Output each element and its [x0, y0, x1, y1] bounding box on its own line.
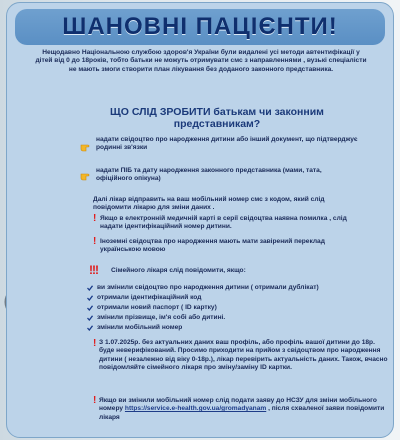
checkmark-icon: [87, 285, 93, 291]
list-item: ви змінили свідоцтво про народження дитини ( отримали дублікат): [97, 284, 319, 291]
deadline-note: З 1.07.2025р. без актуальних даних ваш профіль, або профіль вашої дитини до 18р. буде неверифікований. Просимо приходити на прийом з свідоцтвом про народження дитини ( незалежно від віку 0-18р.), лікар перевірить актуальність даних. Також, вчасно повідомляйте сімейного лікаря про зміну/заміну ID картки.: [99, 339, 388, 372]
checkmark-icon: [87, 315, 93, 321]
warning-2-text: Іноземні свідоцтва про народження мають мати завірений переклад українською мовою: [100, 238, 325, 254]
exclamation-icon: !: [93, 338, 97, 349]
checkmark-icon: [87, 295, 93, 301]
pointing-hand-icon: [80, 170, 93, 181]
triple-exclamation-icon: !!!: [89, 263, 98, 277]
list-item: отримали новий паспорт ( ID картку): [97, 304, 217, 311]
pointing-hand-icon: [80, 141, 93, 152]
list-item: отримали ідентифікаційний код: [97, 294, 202, 301]
list-item: змінили прізвище, ім'я собі або дитині.: [97, 314, 226, 321]
exclamation-icon: !: [93, 395, 97, 406]
exclamation-icon: !: [93, 213, 97, 224]
step-1-text: надати свідоцтво про народження дитини або інший документ, що підтверджує родинні зв'язки: [96, 136, 358, 152]
checkmark-icon: [87, 305, 93, 311]
checkmark-icon: [87, 325, 93, 331]
intro-paragraph: Нещодавно Національною службою здоров'я України були видалені усі методи автентифікації у дітей від 0 до 18років, тобто батьки не можуть отримувати смс з направленнями , вузькі спеціалісти не мають змоги створити план лікування без доданого законного представника.: [35, 49, 367, 73]
list-item: змінили мобільний номер: [97, 324, 183, 331]
notice-poster: [6, 2, 394, 438]
phone-change-note: Якщо ви змінили мобільний номер слід подати заяву до НСЗУ для зміни мобільного номеру https://service.e-health.gov.ua/gromadyanam , після схваленої заяви повідомити лікаря: [99, 397, 385, 421]
warning-1-text: Якщо в електронній медичній карті в серії свідоцтва наявна помилка , слід надати ідентифікаційний номер дитини.: [100, 215, 347, 231]
question-heading: ЩО СЛІД ЗРОБИТИ батькам чи законним представникам?: [110, 106, 324, 130]
title-banner: [15, 9, 385, 45]
notify-header: Сімейного лікаря слід повідомити, якщо:: [111, 267, 246, 274]
sms-note: Далі лікар відправить на ваш мобільний номер смс з кодом, який слід повідомити лікарю для зміни даних .: [93, 196, 325, 212]
step-2-text: надати ПІБ та дату народження законного представника (мами, тата, офіційного опікуна): [96, 167, 322, 183]
exclamation-icon: !: [93, 236, 97, 247]
nszu-service-link[interactable]: https://service.e-health.gov.ua/gromadyanam: [124, 405, 267, 413]
page-title: ШАНОВНІ ПАЦІЄНТИ!: [62, 13, 338, 40]
